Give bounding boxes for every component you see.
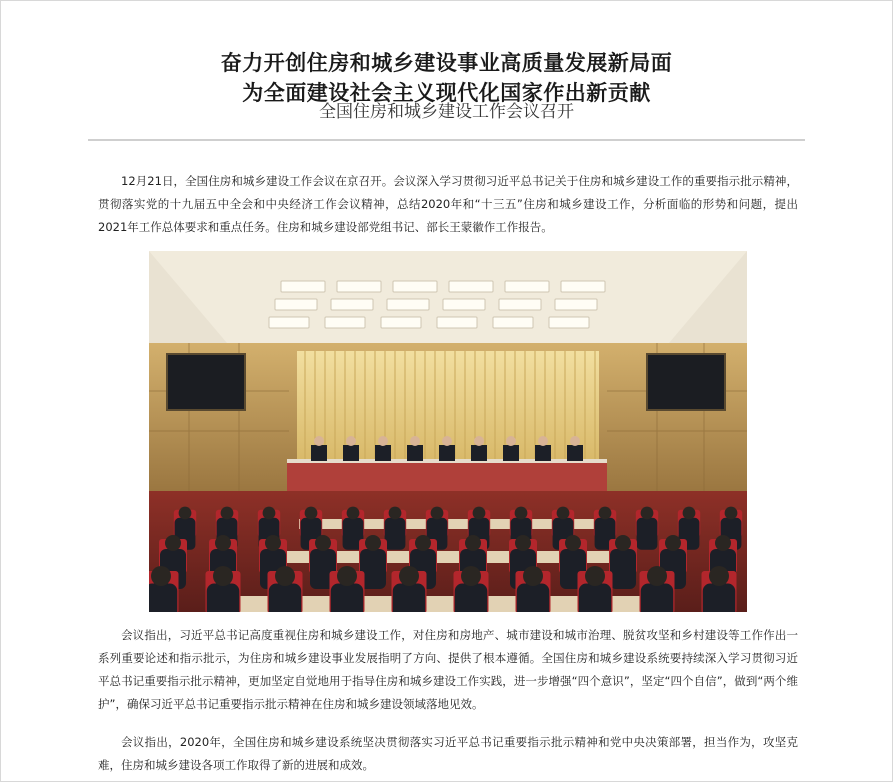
paragraph-2: 会议指出，习近平总书记高度重视住房和城乡建设工作，对住房和房地产、城市建设和城市治理、脱贫攻坚和乡村建设等工作作出一系列重要论述和指示批示，为住房和城乡建设事业发展指明了方向、提供了根本遵循。全国住房和城乡建设系统要持续深入学习贯彻习近平总书记重要指示批示精神，更加坚定自觉地用于指导住房和城乡建设工作实践，进一步增强“四个意识”，坚定“四个自信”，做到“两个维护”，确保习近平总书记重要指示批示精神在住房和城乡建设领域落地见效。 xyxy=(98,628,798,711)
title-divider xyxy=(88,139,805,141)
subtitle: 全国住房和城乡建设工作会议召开 xyxy=(319,102,574,122)
conference-photo xyxy=(149,251,747,612)
headline-line-2: 为全面建设社会主义现代化国家作出新贡献 xyxy=(242,81,651,106)
paragraph-1: 12月21日，全国住房和城乡建设工作会议在京召开。会议深入学习贯彻习近平总书记关于住房和城乡建设工作的重要指示批示精神，贯彻落实党的十九届五中全会和中央经济工作会议精神，总结2020年和“十三五”住房和城乡建设工作，分析面临的形势和问题，提出2021年工作总体要求和重点任务。住房和城乡建设部党组书记、部长王蒙徽作工作报告。 xyxy=(98,174,798,234)
headline-line-1: 奋力开创住房和城乡建设事业高质量发展新局面 xyxy=(220,51,673,76)
paragraph-3: 会议指出，2020年，全国住房和城乡建设系统坚决贯彻落实习近平总书记重要指示批示精神和党中央决策部署，担当作为，攻坚克难，住房和城乡建设各项工作取得了新的进展和成效。 xyxy=(98,735,798,772)
